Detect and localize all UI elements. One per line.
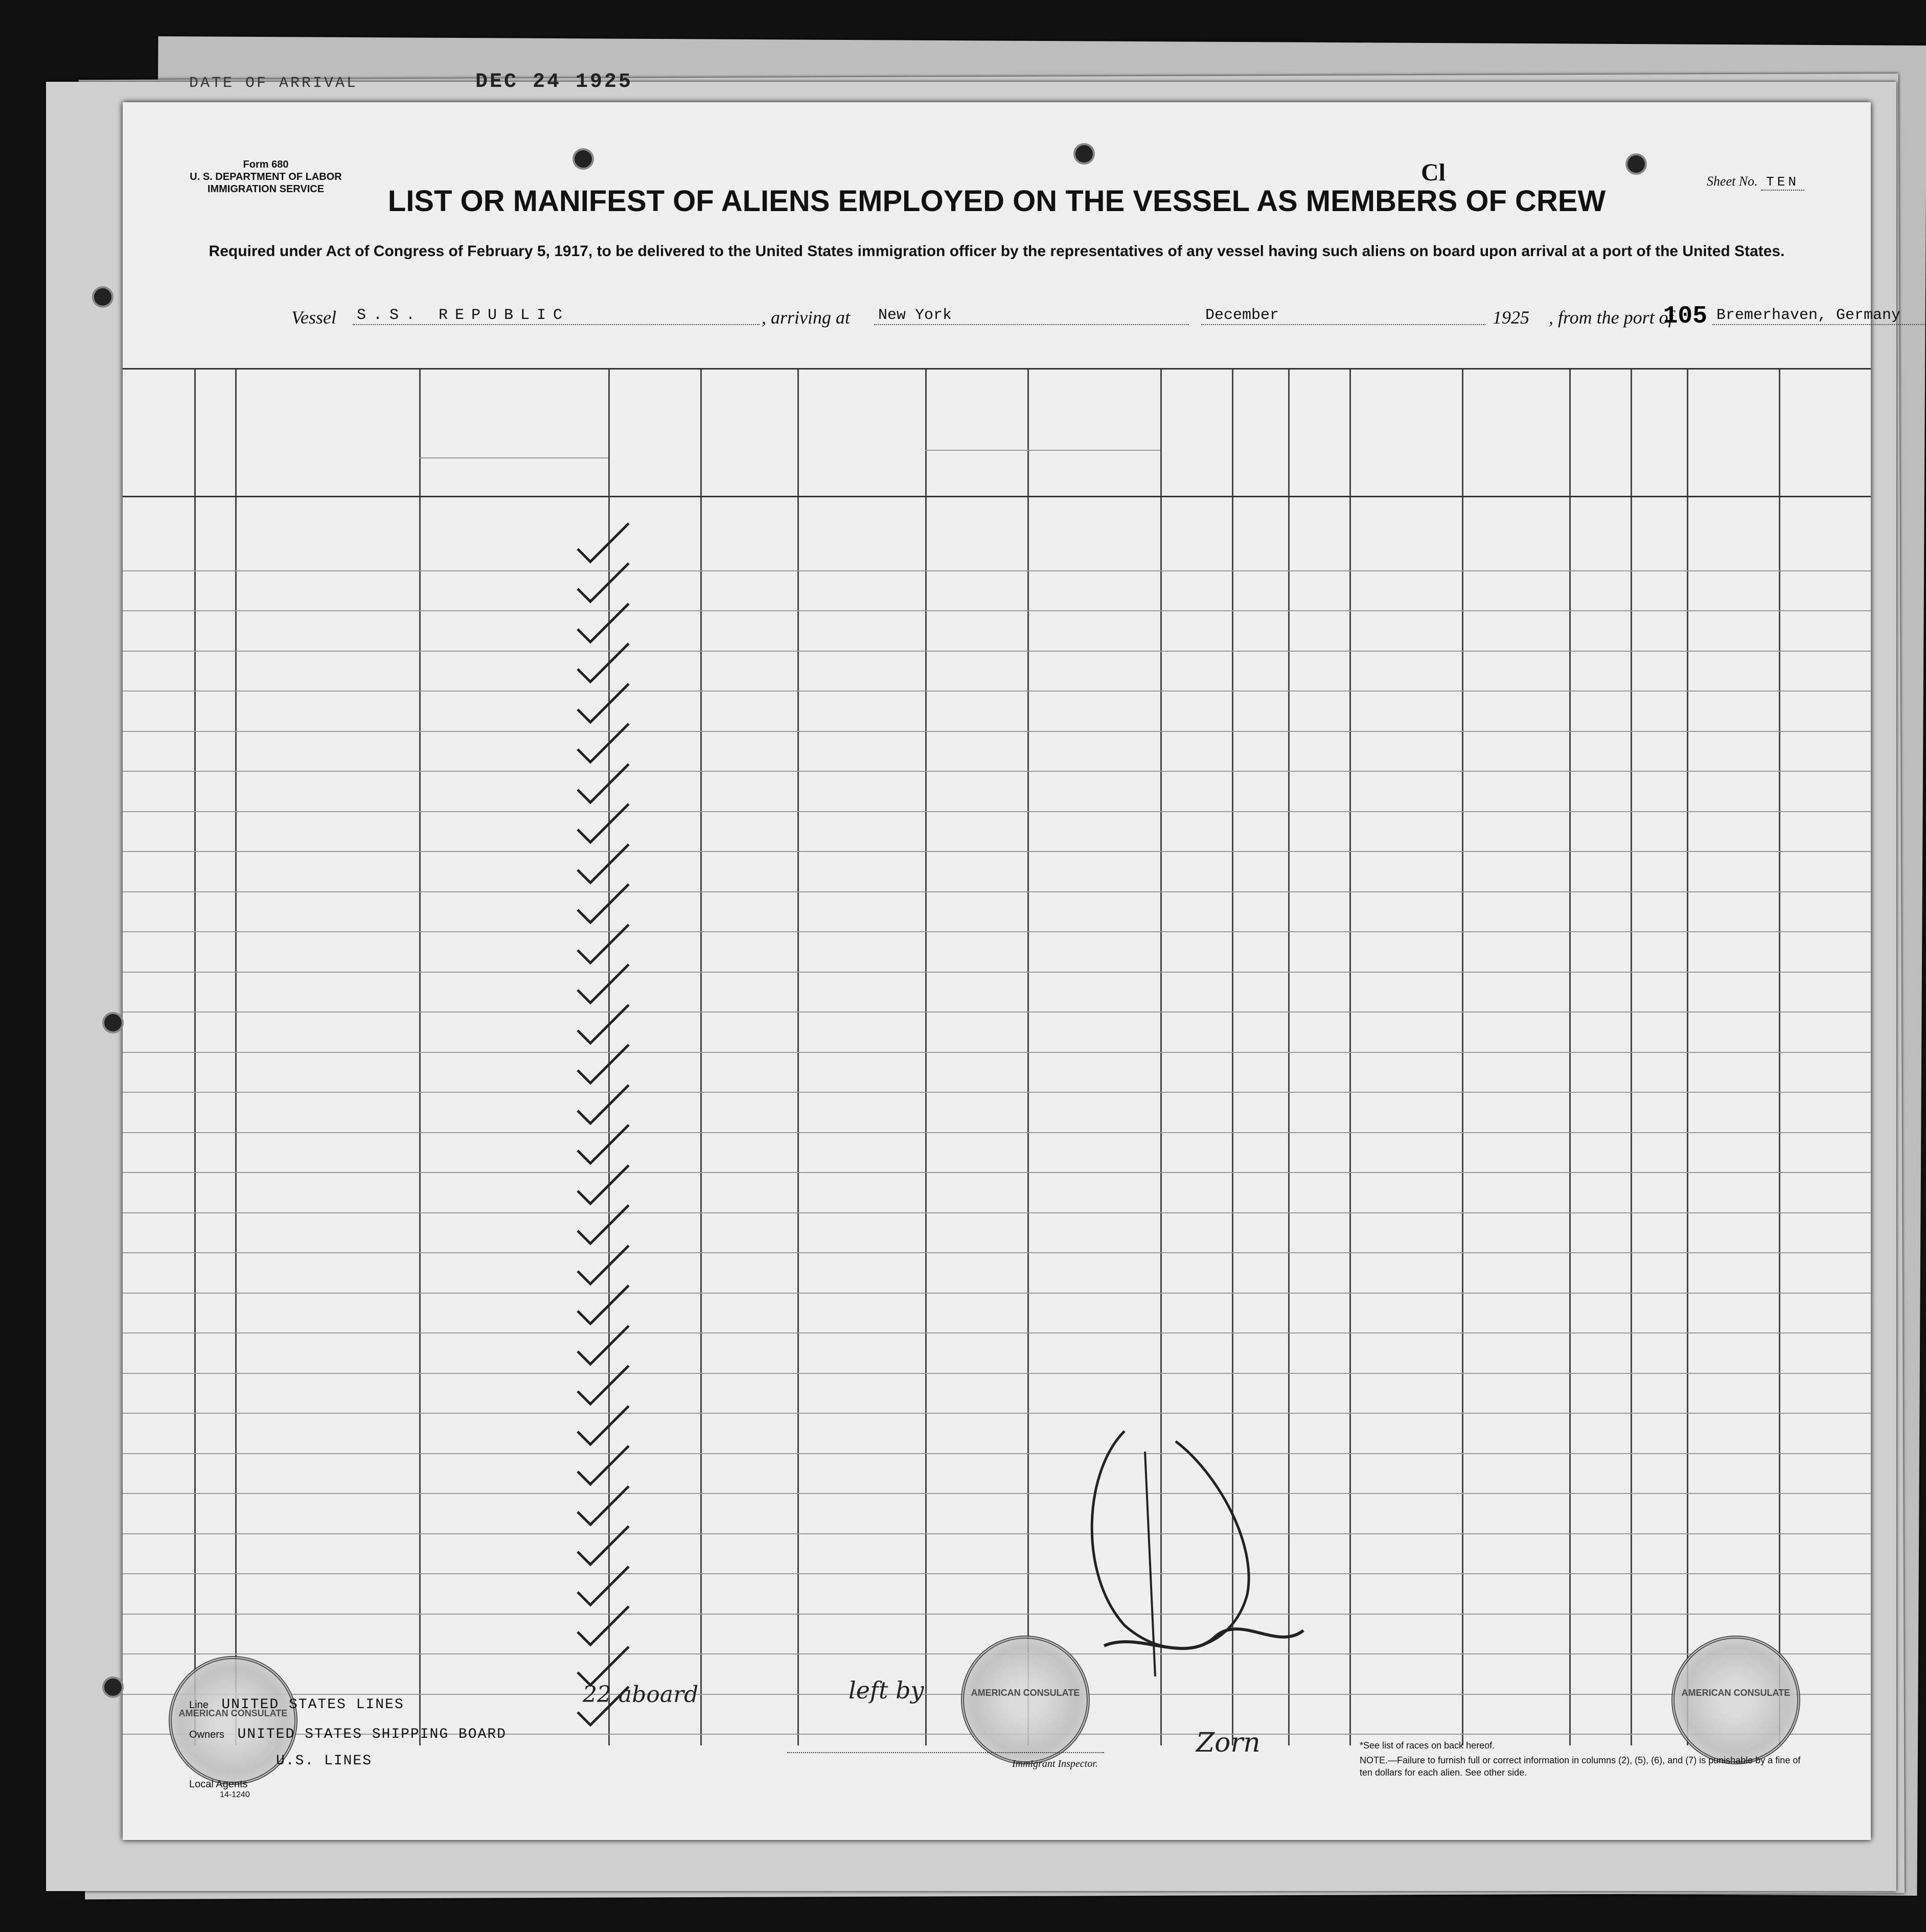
row-rule <box>123 931 1871 932</box>
penalty-note: NOTE.—Failure to furnish full or correct information in columns (2), (5), (6), and (7) is punishable by a fine of ten dollars for each alien. See other side. <box>1360 1755 1801 1778</box>
row-rule <box>123 851 1871 852</box>
column-divider <box>1779 368 1780 1745</box>
check-mark-icon <box>572 1122 634 1168</box>
check-mark-icon <box>572 641 634 687</box>
check-mark-icon <box>572 521 634 567</box>
manifest-page <box>123 102 1901 1840</box>
seal-text: AMERICAN CONSULATE <box>178 1708 288 1718</box>
column-divider <box>419 368 421 1745</box>
row-rule <box>123 1573 1871 1574</box>
form-line-3: IMMIGRATION SERVICE <box>207 183 325 195</box>
row-rule <box>123 891 1871 892</box>
row-rule <box>123 1533 1871 1534</box>
row-rule <box>123 1212 1871 1213</box>
arriving-label: , arriving at <box>762 307 851 328</box>
check-mark-icon <box>572 842 634 888</box>
check-mark-icon <box>572 601 634 647</box>
left-by-note: left by <box>849 1676 924 1704</box>
column-divider <box>925 368 927 1745</box>
race-note: *See list of races on back hereof. <box>1360 1740 1495 1751</box>
form-line-2: U. S. DEPARTMENT OF LABOR <box>190 171 342 182</box>
agents-field <box>189 1779 250 1800</box>
check-mark-icon <box>572 1363 634 1409</box>
column-divider <box>194 368 196 1745</box>
check-mark-icon <box>572 681 634 727</box>
row-rule <box>123 1132 1871 1133</box>
column-divider <box>1569 368 1571 1745</box>
column-divider <box>235 368 237 1745</box>
row-rule <box>123 610 1871 611</box>
signature-zorn: Zorn <box>1196 1728 1260 1758</box>
check-mark-icon <box>572 1243 634 1289</box>
arrival-month: December <box>1201 307 1485 325</box>
punch-hole <box>92 286 113 308</box>
check-mark-icon <box>572 1524 634 1570</box>
date-of-arrival-label: DATE OF ARRIVAL <box>189 75 358 92</box>
check-mark-icon <box>572 1163 634 1209</box>
seal-text: AMERICAN CONSULATE <box>971 1688 1080 1698</box>
header-top-rule <box>123 368 1871 370</box>
check-mark-icon <box>572 1083 634 1129</box>
row-rule <box>123 1011 1871 1013</box>
inspector-signature <box>1063 1411 1329 1697</box>
corner-mark: Cl <box>1421 159 1446 186</box>
check-mark-icon <box>572 1203 634 1249</box>
check-mark-icon <box>572 1484 634 1530</box>
check-mark-icon <box>572 561 634 607</box>
owners-value: UNITED STATES SHIPPING BOARD <box>237 1727 507 1742</box>
row-rule <box>123 1052 1871 1053</box>
row-rule <box>123 1293 1871 1294</box>
row-rule <box>123 691 1871 692</box>
from-label: , from the port of <box>1549 307 1673 328</box>
check-mark-icon <box>572 1283 634 1329</box>
arriving-port: New York <box>874 307 1189 325</box>
punch-hole <box>102 1012 124 1033</box>
check-mark-icon <box>572 922 634 968</box>
row-rule <box>123 1092 1871 1093</box>
check-mark-icon <box>572 1564 634 1610</box>
row-rule <box>123 731 1871 732</box>
sheet-value: TEN <box>1761 174 1804 191</box>
aboard-note: 22 aboard <box>583 1682 699 1708</box>
form-line-1: Form 680 <box>243 159 289 170</box>
page-title: LIST OR MANIFEST OF ALIENS EMPLOYED ON THE VESSEL AS MEMBERS OF CREW <box>387 185 1606 218</box>
line-value: UNITED STATES LINES <box>221 1697 404 1713</box>
check-mark-icon <box>572 882 634 928</box>
port-of-departure: Bremerhaven, Germany <box>1712 307 1926 325</box>
vessel-name: S.S. REPUBLIC <box>353 307 760 325</box>
header-bottom-rule <box>123 496 1871 497</box>
row-rule <box>123 1413 1871 1414</box>
page-subtitle: Required under Act of Congress of February 5, 1917, to be delivered to the United States immigration officer by the representatives of any vessel having such aliens on board upon arrival at a port of the United States. <box>209 243 1785 260</box>
arrival-year: 1925 <box>1493 307 1529 328</box>
column-divider <box>700 368 702 1745</box>
vessel-label: Vessel <box>291 307 336 328</box>
owners-field <box>189 1727 507 1742</box>
column-divider <box>1462 368 1463 1745</box>
column-divider <box>1631 368 1632 1745</box>
row-rule <box>123 972 1871 973</box>
sheet-label: Sheet No. <box>1707 174 1758 189</box>
inspector-label: Immigrant Inspector. <box>1012 1758 1098 1769</box>
punch-hole <box>1625 153 1647 175</box>
vessel-line <box>291 307 1901 332</box>
check-mark-icon <box>572 1042 634 1088</box>
crew-table <box>123 337 1871 1799</box>
row-rule <box>123 811 1871 812</box>
row-rule <box>123 1252 1871 1253</box>
check-mark-icon <box>572 1002 634 1048</box>
manifest-number: 105 <box>1663 303 1707 330</box>
check-mark-icon <box>572 721 634 767</box>
owners-label: Owners <box>189 1729 224 1740</box>
name-split-rule <box>419 457 608 458</box>
check-mark-icon <box>572 801 634 847</box>
check-mark-icon <box>572 1323 634 1369</box>
row-rule <box>123 651 1871 652</box>
check-mark-icon <box>572 1443 634 1489</box>
column-divider <box>1349 368 1351 1745</box>
check-mark-icon <box>572 1404 634 1450</box>
shipped-split-rule <box>925 450 1160 451</box>
row-rule <box>123 771 1871 772</box>
check-mark-icon <box>572 762 634 808</box>
inspector-signature-line <box>787 1752 1104 1753</box>
row-rule <box>123 1453 1871 1454</box>
row-rule <box>123 570 1871 571</box>
column-divider <box>1027 368 1029 1745</box>
agents-value-field <box>276 1753 372 1769</box>
punch-hole <box>572 148 594 170</box>
agents-label: Local Agents <box>189 1779 248 1790</box>
line-label: Line <box>189 1699 209 1711</box>
column-divider <box>1687 368 1688 1745</box>
punch-hole <box>102 1676 124 1698</box>
row-rule <box>123 1172 1871 1173</box>
check-mark-icon <box>572 962 634 1008</box>
row-rule <box>123 1614 1871 1615</box>
line-field <box>189 1697 404 1713</box>
row-rule <box>123 1493 1871 1494</box>
agents-code: 14-1240 <box>220 1790 250 1799</box>
check-mark-icon <box>572 1604 634 1650</box>
row-rule <box>123 1373 1871 1374</box>
row-rule <box>123 1332 1871 1333</box>
column-divider <box>797 368 799 1745</box>
agents-value: U.S. LINES <box>276 1753 373 1769</box>
seal-text: AMERICAN CONSULATE <box>1681 1688 1791 1698</box>
arrival-date-stamp: DEC 24 1925 <box>475 71 633 94</box>
punch-hole <box>1073 143 1095 165</box>
